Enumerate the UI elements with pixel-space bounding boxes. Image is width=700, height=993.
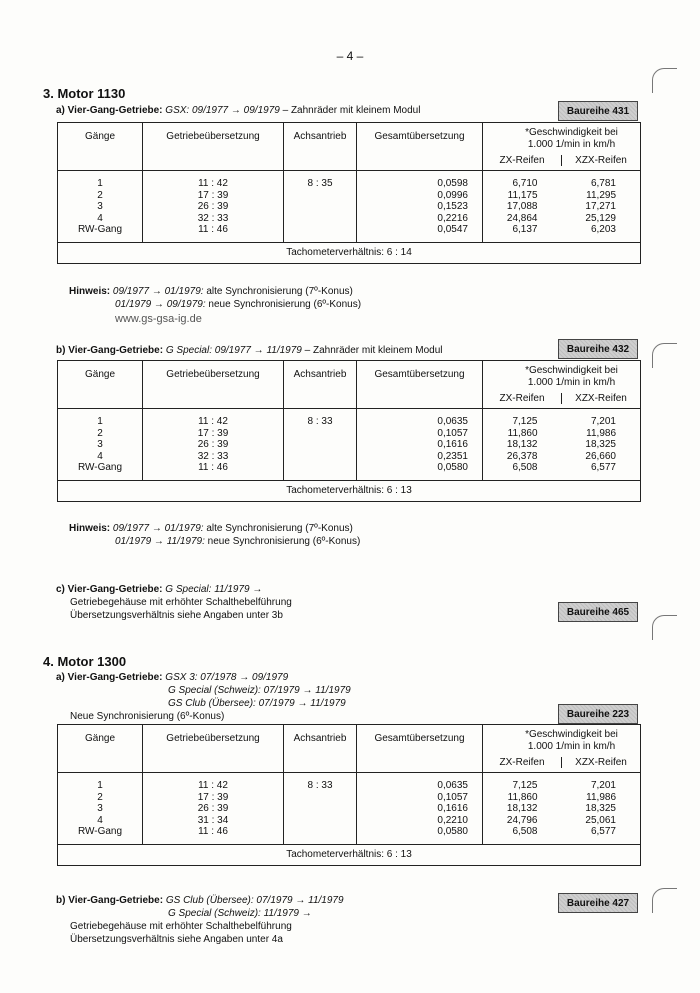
col-header-zx: ZX-Reifen bbox=[483, 757, 562, 768]
col-header-xzx: XZX-Reifen bbox=[575, 155, 627, 166]
col-header-gears: Gänge bbox=[84, 131, 116, 142]
gear-column: 1 2 3 4 RW-Gang bbox=[77, 780, 123, 837]
col-header-ratio: Getriebeübersetzung bbox=[166, 733, 260, 744]
series-badge: Baureihe 432 bbox=[558, 339, 638, 359]
col-header-speed: *Geschwindigkeit bei 1.000 1/min in km/h bbox=[525, 729, 618, 752]
col-header-axle: Achsantrieb bbox=[293, 733, 347, 744]
subsection-heading: b) Vier-Gang-Getriebe: G Special: 09/1977 → 11/1979 – Zahnräder mit kleinem Modul bbox=[56, 345, 443, 356]
col-header-axle: Achsantrieb bbox=[293, 369, 347, 380]
col-header-xzx: XZX-Reifen bbox=[575, 757, 627, 768]
speed-columns: 7,125 11,860 18,132 26,378 6,508 7,201 11,986 18,325 26,660 6,577 bbox=[506, 416, 616, 473]
col-header-speed: *Geschwindigkeit bei 1.000 1/min in km/h bbox=[525, 127, 618, 150]
axle-value: 8 : 35 bbox=[307, 178, 333, 189]
ratio-column: 11 : 42 17 : 39 26 : 39 31 : 34 11 : 46 bbox=[197, 780, 229, 837]
col-header-gears: Gänge bbox=[84, 369, 116, 380]
col-header-speed: *Geschwindigkeit bei 1.000 1/min in km/h bbox=[525, 365, 618, 388]
col-header-total: Gesamtübersetzung bbox=[374, 733, 465, 744]
series-badge: Baureihe 431 bbox=[558, 101, 638, 121]
gear-table bbox=[57, 724, 641, 866]
col-header-zx: ZX-Reifen bbox=[483, 393, 562, 404]
speed-columns: 7,125 11,860 18,132 24,796 6,508 7,201 11,986 18,325 25,061 6,577 bbox=[506, 780, 616, 837]
section-title: 3. Motor 1130 bbox=[43, 86, 126, 101]
series-badge: Baureihe 223 bbox=[558, 704, 638, 724]
col-header-axle: Achsantrieb bbox=[293, 131, 347, 142]
axle-value: 8 : 33 bbox=[307, 416, 333, 427]
series-badge: Baureihe 465 bbox=[558, 602, 638, 622]
subsection-c: c) Vier-Gang-Getriebe: G Special: 11/1979 → Getriebegehäuse mit erhöhter Schalthebelführung Übersetzungsverhältnis siehe Angaben unter 3b bbox=[56, 584, 292, 621]
speed-columns: 6,710 11,175 17,088 24,864 6,137 6,781 11,295 17,271 25,129 6,203 bbox=[506, 178, 616, 235]
col-header-total: Gesamtübersetzung bbox=[374, 369, 465, 380]
gear-table bbox=[57, 122, 641, 264]
tacho-ratio: Tachometerverhältnis: 6 : 13 bbox=[58, 844, 641, 865]
col-header-gears: Gänge bbox=[84, 733, 116, 744]
gear-column: 1 2 3 4 RW-Gang bbox=[77, 178, 123, 235]
total-column: 0,0635 0,1057 0,1616 0,2210 0,0580 bbox=[437, 780, 468, 837]
subsection-heading: a) Vier-Gang-Getriebe: GSX 3: 07/1978 → 09/1979 G Special (Schweiz): 07/1979 → 11/1979 GS Club (Übersee): 07/1979 → 11/1979 Neue Synchronisierung (6º-Konus) bbox=[56, 672, 351, 722]
axle-value: 8 : 33 bbox=[307, 780, 333, 791]
col-header-xzx: XZX-Reifen bbox=[575, 393, 627, 404]
col-header-zx: ZX-Reifen bbox=[483, 155, 562, 166]
section-title: 4. Motor 1300 bbox=[43, 654, 127, 669]
subsection-b: b) Vier-Gang-Getriebe: GS Club (Übersee): 07/1979 → 11/1979 G Special (Schweiz): 11/1979 → Getriebegehäuse mit erhöhter Schalthebelführung Übersetzungsverhältnis siehe Angaben unter 4a bbox=[56, 895, 344, 945]
col-header-ratio: Getriebeübersetzung bbox=[166, 131, 260, 142]
tacho-ratio: Tachometerverhältnis: 6 : 14 bbox=[58, 242, 641, 263]
col-header-ratio: Getriebeübersetzung bbox=[166, 369, 260, 380]
margin-mark bbox=[652, 343, 677, 368]
hint-block: Hinweis: 09/1977 → 01/1979: alte Synchronisierung (7º-Konus) 01/1979 → 11/1979: neue Synchronisierung (6º-Konus) bbox=[69, 523, 361, 547]
subsection-heading: a) Vier-Gang-Getriebe: GSX: 09/1977 → 09/1979 – Zahnräder mit kleinem Modul bbox=[56, 105, 421, 116]
gear-table bbox=[57, 360, 641, 502]
margin-mark bbox=[652, 615, 677, 640]
total-column: 0,0598 0,0996 0,1523 0,2216 0,0547 bbox=[437, 178, 468, 235]
watermark-url: www.gs-gsa-ig.de bbox=[115, 313, 202, 325]
margin-mark bbox=[652, 68, 677, 93]
tacho-ratio: Tachometerverhältnis: 6 : 13 bbox=[58, 480, 641, 501]
ratio-column: 11 : 42 17 : 39 26 : 39 32 : 33 11 : 46 bbox=[197, 178, 229, 235]
ratio-column: 11 : 42 17 : 39 26 : 39 32 : 33 11 : 46 bbox=[197, 416, 229, 473]
hint-block: Hinweis: 09/1977 → 01/1979: alte Synchronisierung (7º-Konus) 01/1979 → 09/1979: neue Synchronisierung (6º-Konus) bbox=[69, 286, 362, 310]
total-column: 0,0635 0,1057 0,1616 0,2351 0,0580 bbox=[437, 416, 468, 473]
page-number: – 4 – bbox=[336, 49, 364, 63]
col-header-total: Gesamtübersetzung bbox=[374, 131, 465, 142]
margin-mark bbox=[652, 888, 677, 913]
gear-column: 1 2 3 4 RW-Gang bbox=[77, 416, 123, 473]
series-badge: Baureihe 427 bbox=[558, 893, 638, 913]
